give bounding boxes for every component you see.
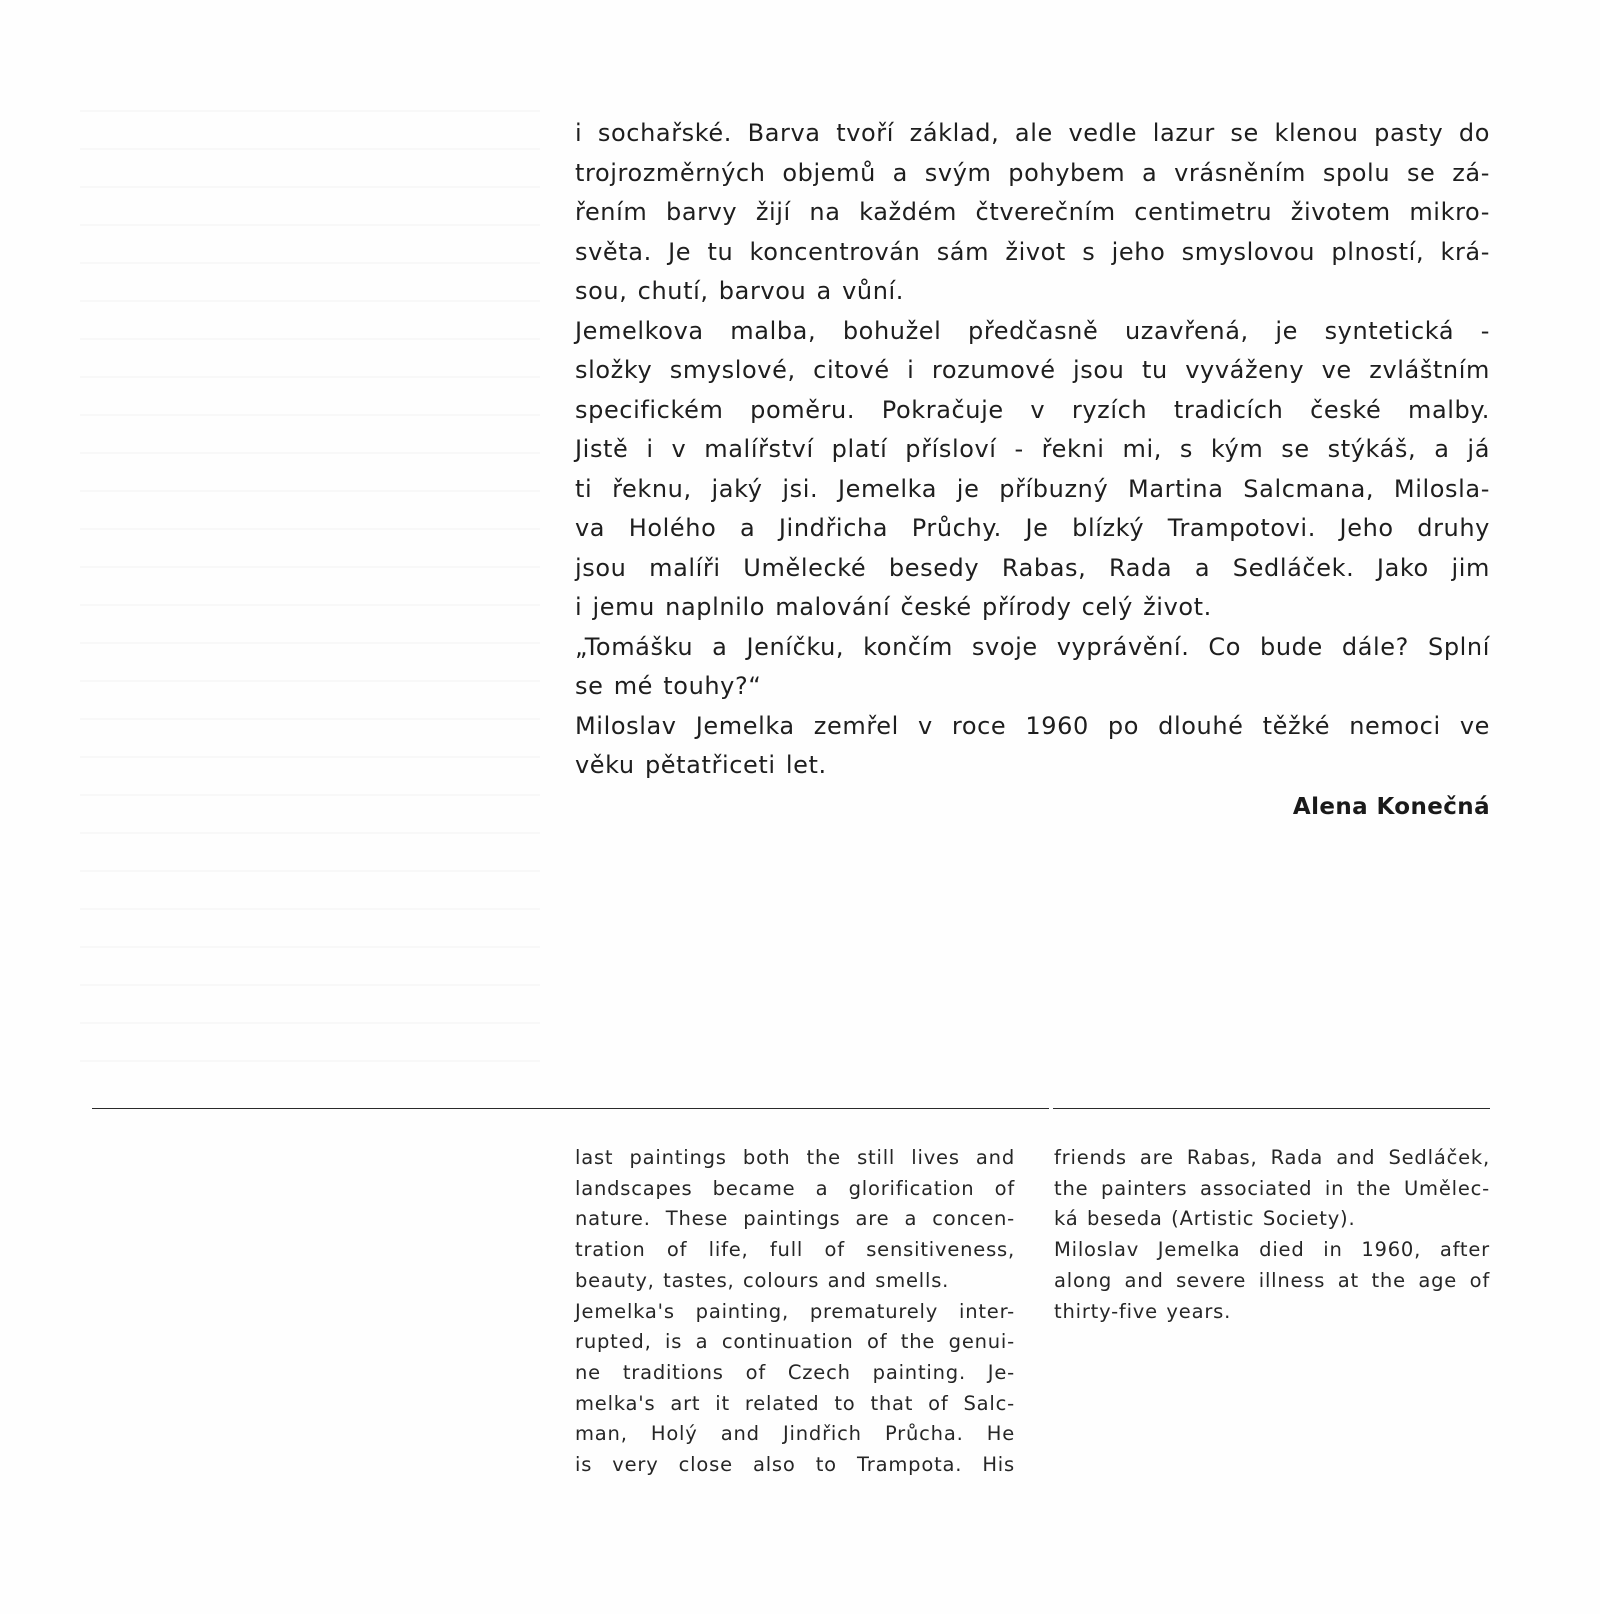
- english-line: melka's art it related to that of Salc-: [575, 1391, 1015, 1415]
- english-line: beauty, tastes, colours and smells.: [575, 1268, 950, 1292]
- english-line: along and severe illness at the age of: [1054, 1268, 1490, 1292]
- english-line: nature. These paintings are a concen-: [575, 1207, 1015, 1231]
- czech-line: Miloslav Jemelka zemřel v roce 1960 po dlouhé těžké nemoci ve: [575, 711, 1490, 740]
- czech-line: věku pětatřiceti let.: [575, 751, 827, 779]
- english-line: the painters associated in the Umělec-: [1054, 1176, 1490, 1200]
- czech-line: Jemelkova malba, bohužel předčasně uzavřená, je syntetická -: [575, 316, 1490, 345]
- czech-line: jsou malíři Umělecké besedy Rabas, Rada a Sedláček. Jako jim: [575, 553, 1490, 582]
- czech-line: va Holého a Jindřicha Průchy. Je blízký Trampotovi. Jeho druhy: [575, 514, 1490, 542]
- english-line: Miloslav Jemelka died in 1960, after: [1054, 1238, 1490, 1262]
- czech-line: světa. Je tu koncentrován sám život s jeho smyslovou plností, krá-: [575, 237, 1490, 266]
- divider-rule: [314, 1108, 1049, 1109]
- english-line: is very close also to Trampota. His: [575, 1453, 1015, 1477]
- czech-line: trojrozměrných objemů a svým pohybem a vrásněním spolu se zá-: [575, 158, 1490, 187]
- czech-line: i sochařské. Barva tvoří základ, ale vedle lazur se klenou pasty do: [575, 119, 1490, 147]
- czech-line: sou, chutí, barvou a vůní.: [575, 277, 905, 305]
- czech-line: řením barvy žijí na každém čtverečním centimetru životem mikro-: [575, 198, 1490, 226]
- divider-rule: [1053, 1108, 1490, 1109]
- english-line: ká beseda (Artistic Society).: [1054, 1207, 1356, 1231]
- czech-line: specifickém poměru. Pokračuje v ryzích tradicích české malby.: [575, 395, 1490, 424]
- czech-text-block: [575, 114, 1490, 786]
- english-line: ne traditions of Czech painting. Je-: [575, 1360, 1015, 1384]
- english-line: man, Holý and Jindřich Průcha. He: [575, 1422, 1015, 1446]
- divider-rule: [92, 1108, 314, 1109]
- czech-line: se mé touhy?“: [575, 672, 762, 700]
- english-line: last paintings both the still lives and: [575, 1146, 1015, 1169]
- show-through-texture: [80, 110, 540, 1070]
- english-line: thirty-five years.: [1054, 1299, 1232, 1323]
- english-line: tration of life, full of sensitiveness,: [575, 1238, 1015, 1262]
- english-column-2: [1054, 1143, 1490, 1327]
- english-line: landscapes became a glorification of: [575, 1176, 1015, 1200]
- czech-line: ti řeknu, jaký jsi. Jemelka je příbuzný Martina Salcmana, Milosla-: [575, 474, 1490, 503]
- author-signature: Alena Konečná: [1292, 794, 1490, 820]
- czech-line: složky smyslové, citové i rozumové jsou tu vyváženy ve zvláštním: [575, 356, 1490, 384]
- english-line: Jemelka's painting, prematurely inter-: [575, 1299, 1015, 1323]
- czech-line: i jemu naplnilo malování české přírody celý život.: [575, 593, 1212, 621]
- english-line: rupted, is a continuation of the genui-: [575, 1330, 1015, 1354]
- czech-line: Jistě i v malířství platí přísloví - řekni mi, s kým se stýkáš, a já: [575, 435, 1490, 463]
- english-column-1: [575, 1143, 1015, 1481]
- english-line: friends are Rabas, Rada and Sedláček,: [1054, 1146, 1490, 1169]
- czech-line: „Tomášku a Jeníčku, končím svoje vyprávění. Co bude dále? Splní: [575, 632, 1490, 661]
